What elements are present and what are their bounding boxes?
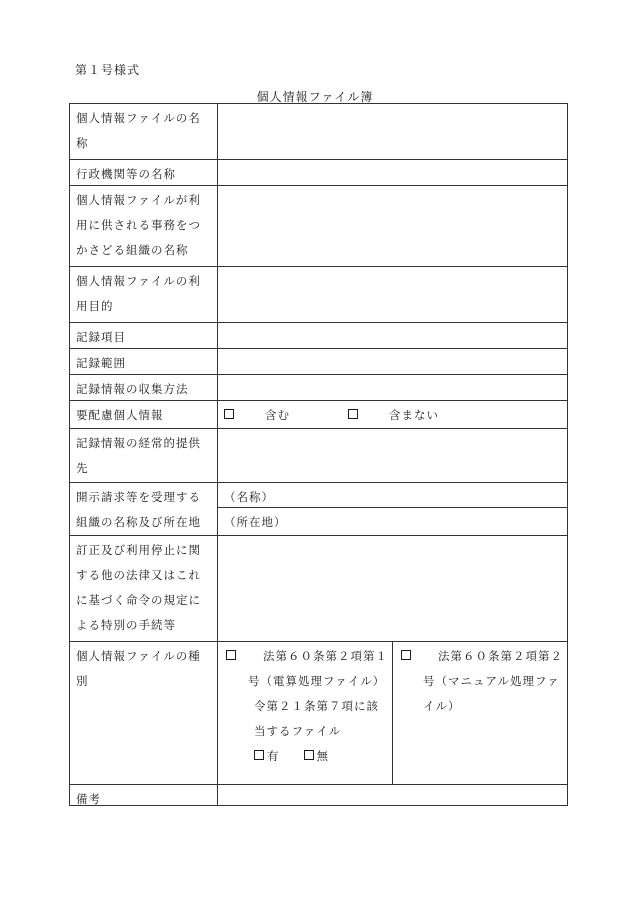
label-text: 用目的: [76, 299, 114, 313]
label-special-procedures: [70, 536, 218, 642]
value-special-procedures[interactable]: [218, 536, 567, 642]
value-remarks[interactable]: [218, 785, 567, 805]
checkbox-none[interactable]: [304, 750, 314, 760]
checkbox-computer-file[interactable]: [226, 650, 236, 660]
label-file-kind: [70, 642, 218, 785]
value-file-name[interactable]: [218, 104, 567, 160]
registry-table: [69, 103, 568, 806]
option-not-includes-label: 含まない: [389, 408, 439, 422]
label-agency-name: 行政機関等の名称: [70, 160, 218, 186]
label-file-name: [70, 104, 218, 160]
label-sensitive-info: 要配慮個人情報: [70, 401, 218, 429]
label-text: 用に供される事務をつ: [76, 218, 201, 232]
value-sensitive-info: [218, 401, 567, 429]
value-record-items[interactable]: [218, 323, 567, 349]
checkbox-has[interactable]: [254, 750, 264, 760]
disclosure-address-label: （所在地）: [224, 515, 287, 529]
label-text: 開示請求等を受理する: [76, 490, 201, 504]
option-text: 当するファイル: [254, 724, 342, 738]
document-title: 個人情報ファイル簿: [256, 90, 374, 104]
label-text: 訂正及び利用停止に関: [76, 543, 201, 557]
yes-no-options: [226, 744, 388, 769]
label-record-items: 記録項目: [70, 323, 218, 349]
label-text: 別: [76, 674, 89, 688]
option-text: 法第６０条第２項第２: [438, 649, 563, 663]
label-record-scope: 記録範囲: [70, 349, 218, 375]
label-text: 個人情報ファイルの種: [76, 649, 201, 663]
value-disclosure-address[interactable]: [218, 508, 567, 536]
label-disclosure-organization: [70, 483, 218, 536]
label-collection-method: 記録情報の収集方法: [70, 375, 218, 401]
option-manual-file: [393, 642, 567, 785]
label-remarks: 備考: [70, 785, 218, 805]
label-text: 個人情報ファイルの利: [76, 274, 201, 288]
label-text: する他の法律又はこれ: [76, 568, 201, 582]
value-collection-method[interactable]: [218, 375, 567, 401]
value-record-scope[interactable]: [218, 349, 567, 375]
label-regular-provision: [70, 429, 218, 483]
option-includes-label: 含む: [265, 408, 290, 422]
label-text: 記録情報の経常的提供: [76, 436, 201, 450]
option-none-label: 無: [316, 749, 329, 763]
label-text: 個人情報ファイルが利: [76, 193, 201, 207]
option-text: 令第２１条第７項に該: [254, 699, 379, 713]
option-text: 号（電算処理ファイル）: [248, 674, 386, 688]
label-text: 個人情報ファイルの名: [76, 111, 201, 125]
value-disclosure-name[interactable]: [218, 483, 567, 508]
value-organization[interactable]: [218, 186, 567, 267]
label-text: 先: [76, 461, 89, 475]
option-computer-file: [218, 642, 393, 785]
value-regular-provision[interactable]: [218, 429, 567, 483]
checkbox-manual-file[interactable]: [401, 650, 411, 660]
checkbox-includes[interactable]: [224, 409, 234, 419]
value-purpose[interactable]: [218, 267, 567, 323]
label-text: 組織の名称及び所在地: [76, 515, 201, 529]
label-purpose: [70, 267, 218, 323]
option-has-label: 有: [267, 749, 280, 763]
form-number: 第１号様式: [75, 63, 141, 77]
label-text: かさどる組織の名称: [76, 243, 189, 257]
label-text: 称: [76, 136, 89, 150]
option-text: イル）: [423, 699, 461, 713]
disclosure-name-label: （名称）: [224, 490, 274, 504]
option-text: 法第６０条第２項第１: [263, 649, 388, 663]
label-text: に基づく命令の規定に: [76, 593, 201, 607]
checkbox-not-includes[interactable]: [348, 409, 358, 419]
option-text: 号（マニュアル処理ファ: [423, 674, 560, 688]
label-organization: [70, 186, 218, 267]
label-text: よる特別の手続等: [76, 618, 176, 632]
value-agency-name[interactable]: [218, 160, 567, 186]
